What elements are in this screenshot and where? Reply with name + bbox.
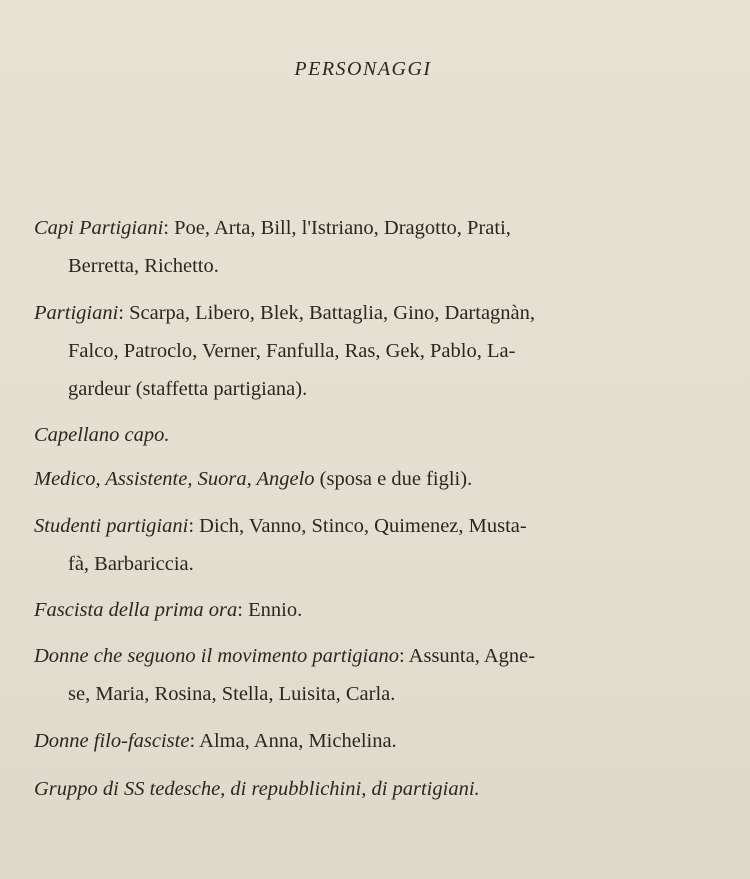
character-names-continued: Berretta, Richetto. bbox=[68, 255, 219, 277]
character-names: Dich, Vanno, Stinco, Quimenez, Musta- bbox=[194, 515, 527, 537]
character-names: Alma, Anna, Michelina. bbox=[195, 730, 397, 752]
character-entry-capellano bbox=[34, 416, 700, 454]
role-label: Capellano capo. bbox=[34, 424, 170, 446]
character-names: Assunta, Agne- bbox=[404, 645, 536, 667]
character-entry-donne-filo-fasciste bbox=[34, 722, 700, 760]
role-separator: : bbox=[398, 645, 405, 667]
character-entry-medico bbox=[34, 460, 700, 498]
character-names-continued: fà, Barbariccia. bbox=[68, 553, 194, 575]
page-title: PERSONAGGI bbox=[294, 58, 432, 80]
role-separator: : bbox=[118, 302, 124, 324]
role-label: Studenti partigiani bbox=[34, 515, 189, 537]
character-names: Ennio. bbox=[243, 599, 303, 621]
role-label: Medico, Assistente, Suora, Angelo bbox=[34, 468, 315, 490]
character-entry-capi-partigiani bbox=[34, 209, 700, 285]
character-names: Scarpa, Libero, Blek, Battaglia, Gino, Dartagnàn, bbox=[124, 302, 536, 324]
character-names-continued: se, Maria, Rosina, Stella, Luisita, Carla. bbox=[68, 683, 396, 705]
character-entry-partigiani bbox=[34, 294, 700, 408]
role-label: Partigiani bbox=[34, 302, 119, 324]
character-entry-gruppo bbox=[34, 770, 700, 808]
character-entry-fascista bbox=[34, 591, 700, 629]
character-names-continued: gardeur (staffetta partigiana). bbox=[68, 378, 308, 400]
role-label: Gruppo di SS tedesche, di repubblichini, di partigiani. bbox=[34, 778, 480, 800]
character-names: (sposa e due figli). bbox=[314, 468, 473, 490]
role-label: Capi Partigiani bbox=[34, 217, 164, 239]
character-entry-studenti bbox=[34, 507, 700, 583]
character-entry-donne-movimento bbox=[34, 637, 700, 713]
role-separator: : bbox=[237, 599, 243, 621]
role-separator: : bbox=[189, 730, 196, 752]
role-separator: : bbox=[188, 515, 195, 537]
character-names-continued: Falco, Patroclo, Verner, Fanfulla, Ras, Gek, Pablo, La- bbox=[68, 340, 516, 362]
role-label: Fascista della prima ora bbox=[34, 599, 238, 621]
character-names: Poe, Arta, Bill, l'Istriano, Dragotto, Prati, bbox=[168, 217, 511, 239]
role-label: Donne filo-fasciste bbox=[34, 730, 190, 752]
role-label: Donne che seguono il movimento partigiano bbox=[34, 645, 399, 667]
role-separator: : bbox=[163, 217, 169, 239]
